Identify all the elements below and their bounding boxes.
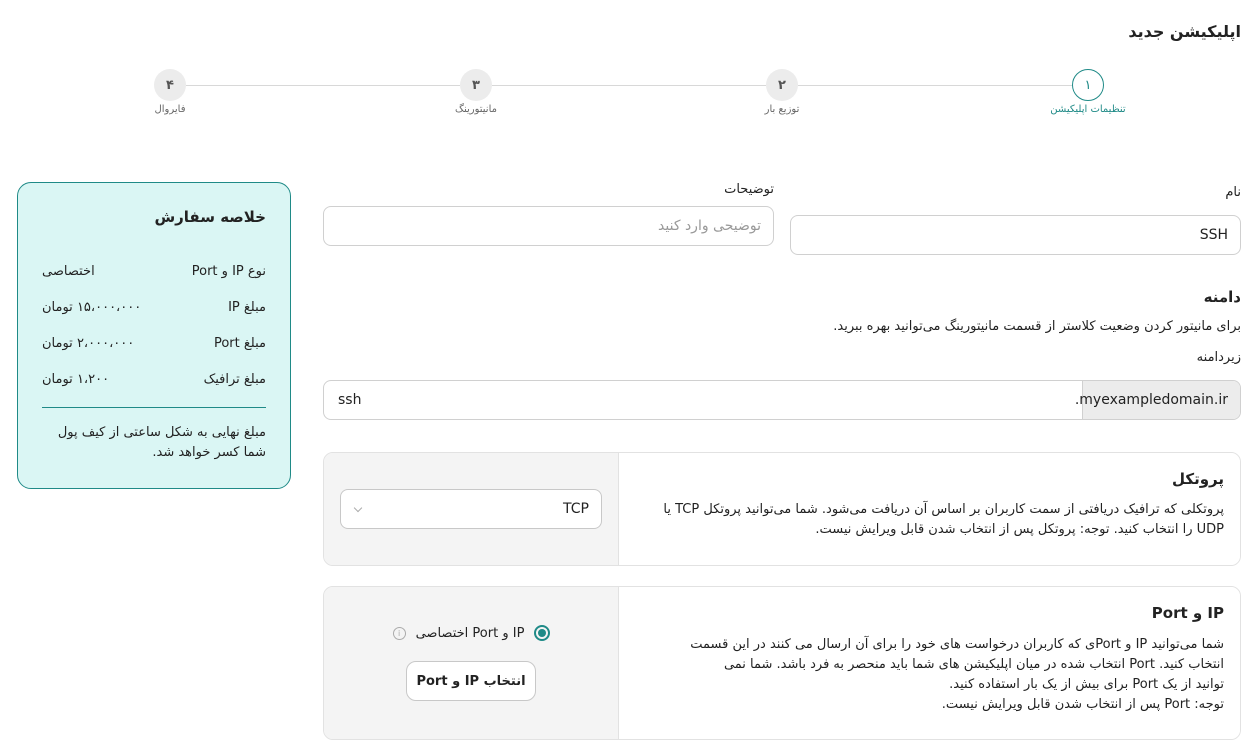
description-input[interactable] [323,206,774,246]
summary-divider [42,407,266,408]
summary-row-value: ۱۵،۰۰۰،۰۰۰ تومان [42,300,142,315]
order-summary [17,182,291,489]
domain-hint: برای مانیتور کردن وضعیت کلاستر از قسمت مانیتورینگ می‌توانید بهره ببرید. [833,319,1241,334]
subdomain-label: زیردامنه [1196,350,1241,365]
radio-selected-icon[interactable] [534,625,550,641]
description-placeholder: توضیحی وارد کنید [658,218,761,234]
ip-port-description-line: شما می‌توانید IP و Portی که کاربران درخواست های خود را برای آن ارسال می کنند در این قسمت [690,637,1224,652]
step-4-label: فایروال [154,104,186,115]
protocol-description: پروتکلی که ترافیک دریافتی از سمت کاربران بر اساس آن دریافت می‌شود. شما می‌توانید پروتکل TCP یا UDP را انتخاب کنید. توجه: پروتکل پس از انتخاب شدن قابل ویرایش نیست. [663,502,1224,537]
protocol-card-control [324,453,619,565]
dedicated-ip-port-label: IP و Port اختصاصی [415,625,525,641]
step-1-label: تنظیمات اپلیکیشن [1050,104,1126,115]
page-title: اپلیکیشن جدید [1128,22,1241,41]
name-input-value: SSH [1199,227,1228,243]
protocol-select-value: TCP [563,501,589,517]
summary-row-label: مبلغ Port [213,336,266,351]
dedicated-ip-port-option[interactable] [324,625,619,641]
ip-port-card [323,586,1241,740]
step-3-label: مانیتورینگ [455,104,497,115]
chevron-down-icon [354,503,362,511]
step-connector [492,85,766,86]
ip-port-description [624,635,1224,715]
summary-row-value: ۲،۰۰۰،۰۰۰ تومان [42,336,135,351]
protocol-select[interactable] [340,489,602,529]
summary-row-label: مبلغ IP [228,300,266,315]
step-1-circle[interactable]: ۱ [1072,69,1104,101]
protocol-title: پروتکل [1171,470,1224,488]
protocol-card [323,452,1241,566]
summary-row [42,336,266,351]
summary-row [42,300,266,315]
step-3-circle[interactable]: ۳ [460,69,492,101]
step-connector [798,85,1072,86]
ip-port-description-line: توانید از یک Port برای بیش از یک بار استفاده کنید. [949,677,1224,692]
subdomain-field [323,380,1241,420]
ip-port-description-line: انتخاب کنید. Port انتخاب شده در میان اپلیکیشن های شما باید منحصر به فرد باشد. شما نمی [723,657,1224,672]
domain-title: دامنه [1203,288,1241,306]
summary-row-value: ۱،۲۰۰ تومان [42,372,110,387]
ip-port-card-control [324,587,619,739]
step-4-circle[interactable]: ۴ [154,69,186,101]
summary-title: خلاصه سفارش [154,208,266,226]
step-connector [186,85,460,86]
name-input[interactable] [790,215,1241,255]
step-2-label: توزیع بار [764,104,800,115]
info-icon[interactable]: i [393,627,406,640]
step-2-circle[interactable]: ۲ [766,69,798,101]
summary-row-label: نوع IP و Port [191,264,266,279]
summary-row [42,264,266,279]
domain-suffix: .myexampledomain.ir [1082,381,1240,419]
name-label: نام [1225,185,1241,200]
choose-ip-port-button[interactable]: انتخاب IP و Port [406,661,536,701]
summary-row-label: مبلغ ترافیک [203,372,266,387]
ip-port-title: IP و Port [1151,604,1224,622]
description-label: توضیحات [724,182,774,197]
ip-port-description-line: توجه: Port پس از انتخاب شدن قابل ویرایش نیست. [941,697,1224,712]
subdomain-input[interactable]: ssh [338,392,362,408]
summary-row-value: اختصاصی [42,264,95,279]
summary-row [42,372,266,387]
protocol-card-info [619,453,1240,565]
summary-note: مبلغ نهایی به شکل ساعتی از کیف پول شما کسر خواهد شد. [57,425,266,460]
ip-port-card-info [619,587,1240,739]
